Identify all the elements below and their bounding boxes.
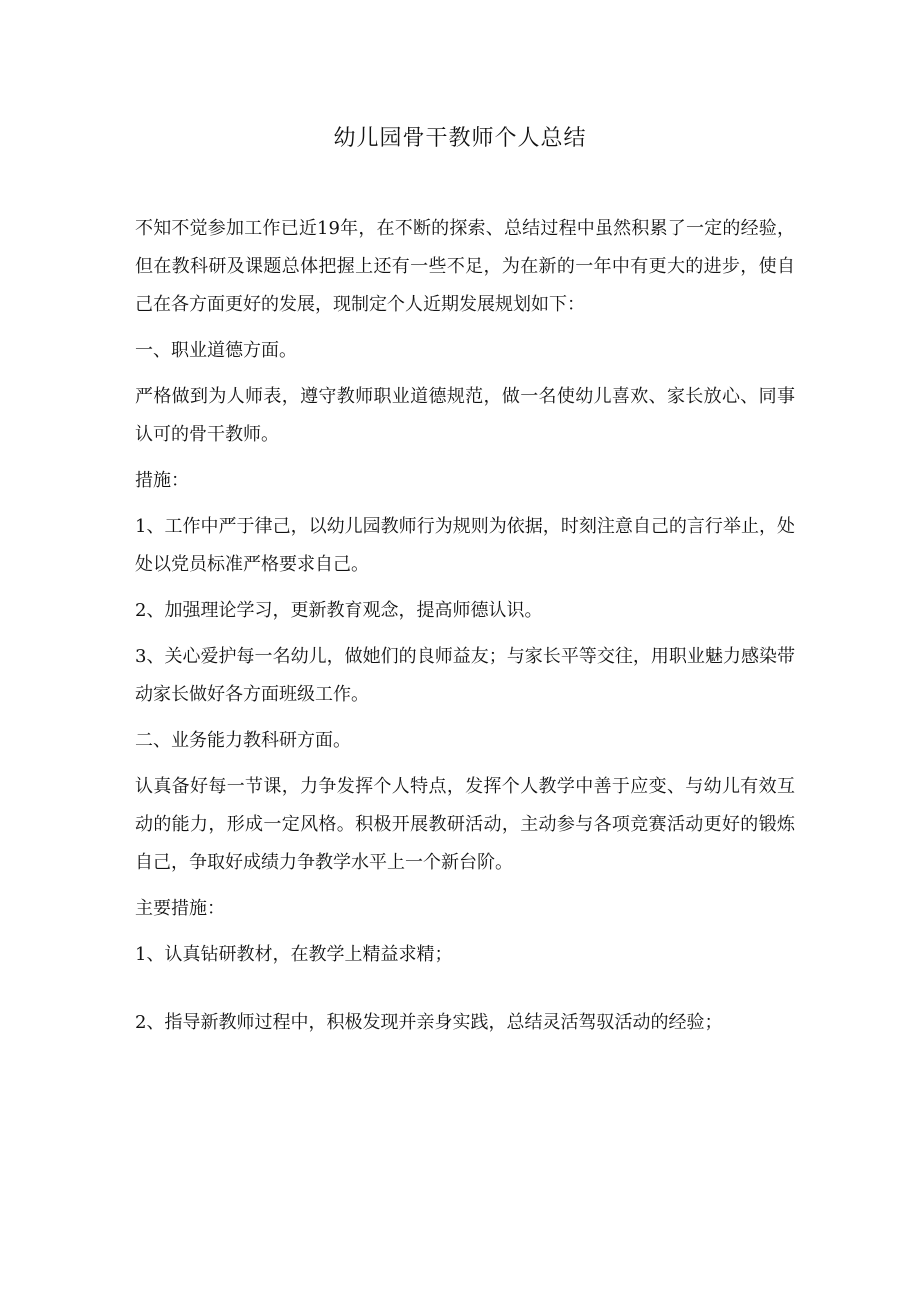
main-measure-item-2: 2、指导新教师过程中，积极发现并亲身实践，总结灵活驾驭活动的经验；: [135, 1012, 723, 1033]
main-measures-label: 主要措施：: [135, 898, 225, 919]
paragraph-ethics: 严格做到为人师表，遵守教师职业道德规范，做一名使幼儿喜欢、家长放心、同事认可的骨干教师。: [135, 386, 795, 445]
measure-item-1: 1、工作中严于律己，以幼儿园教师行为规则为依据，时刻注意自己的言行举止，处处以党员标准严格要求自己。: [135, 516, 795, 575]
measure-item-2: 2、加强理论学习，更新教育观念，提高师德认识。: [135, 600, 543, 621]
section-heading-ethics: 一、职业道德方面。: [135, 340, 297, 361]
measure-item-3: 3、关心爱护每一名幼儿，做她们的良师益友；与家长平等交往，用职业魅力感染带动家长做好各方面班级工作。: [135, 646, 795, 705]
section-heading-teaching: 二、业务能力教科研方面。: [135, 730, 351, 751]
paragraph-intro: 不知不觉参加工作已近19年，在不断的探索、总结过程中虽然积累了一定的经验，但在教科研及课题总体把握上还有一些不足，为在新的一年中有更大的进步，使自己在各方面更好的发展，现制定个人近期发展规划如下：: [135, 218, 795, 315]
document-title: 幼儿园骨干教师个人总结: [333, 126, 587, 151]
document-body: [135, 210, 795, 1050]
main-measure-item-1: 1、认真钻研教材，在教学上精益求精；: [135, 944, 453, 965]
paragraph-teaching: 认真备好每一节课，力争发挥个人特点，发挥个人教学中善于应变、与幼儿有效互动的能力，形成一定风格。积极开展教研活动，主动参与各项竞赛活动更好的锻炼自己，争取好成绩力争教学水平上一个新台阶。: [135, 776, 795, 873]
measures-label: 措施：: [135, 470, 189, 491]
